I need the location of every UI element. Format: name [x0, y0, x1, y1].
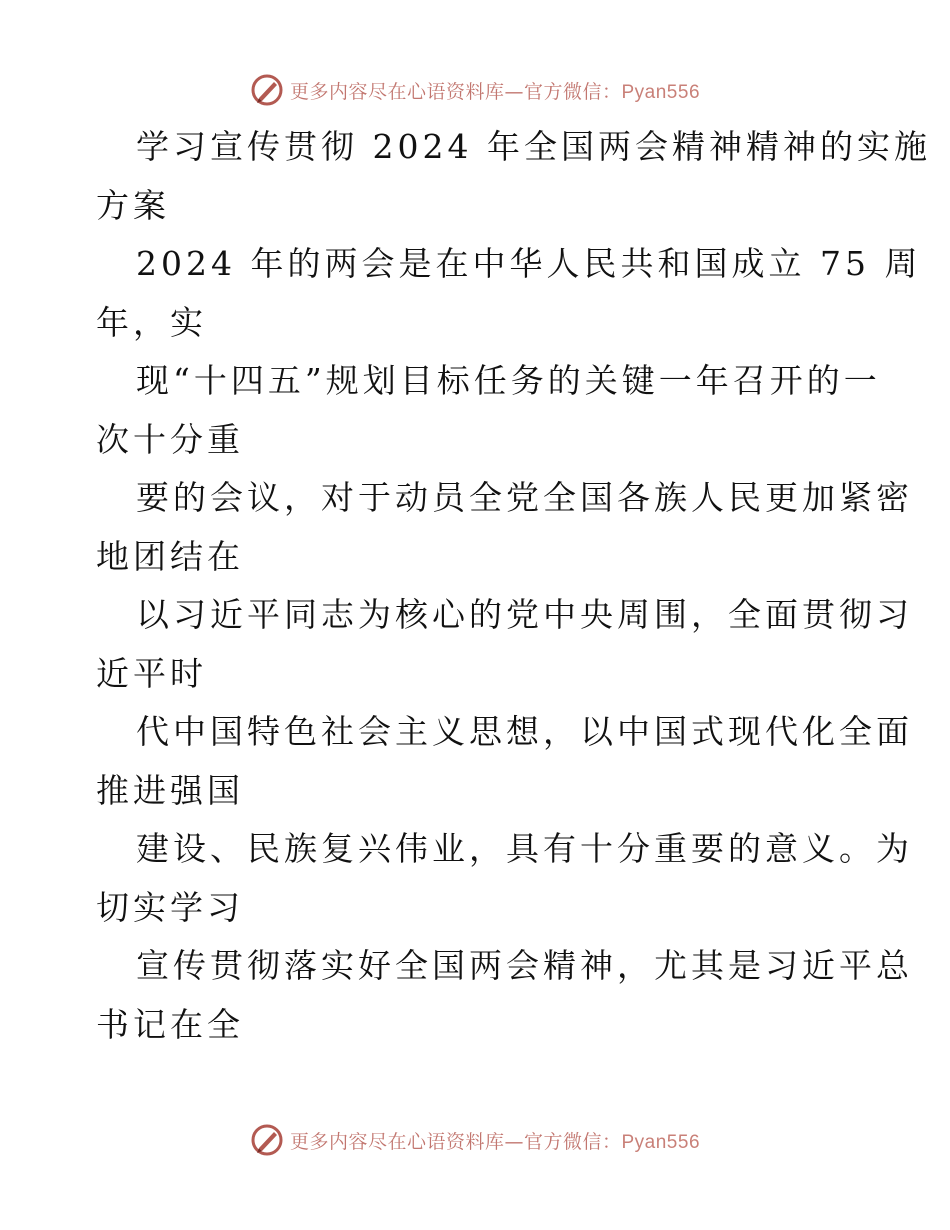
document-line: 推进强国 — [96, 770, 244, 810]
document-line: 近平时 — [96, 653, 207, 693]
document-line: 宣传贯彻落实好全国两会精神，尤其是习近平总 — [136, 946, 913, 985]
footer-banner-title: 更多内容尽在心语资料库 — [289, 1130, 505, 1153]
document-line: 代中国特色社会主义思想，以中国式现代化全面 — [136, 712, 913, 751]
footer-banner — [0, 1120, 950, 1160]
document-line: 以习近平同志为核心的党中央周围，全面贯彻习 — [136, 595, 913, 634]
footer-wechat-id: Pyan556 — [621, 1131, 701, 1153]
footer-banner-text — [290, 1127, 700, 1154]
document-line: 地团结在 — [96, 536, 244, 576]
header-wechat-id: Pyan556 — [621, 81, 701, 103]
document-line: 建设、民族复兴伟业，具有十分重要的意义。为 — [136, 829, 913, 868]
header-banner-text — [290, 77, 700, 104]
pen-logo-icon — [250, 73, 284, 107]
footer-banner-separator: — — [504, 1130, 524, 1153]
document-line: 次十分重 — [96, 419, 244, 459]
document-line: 切实学习 — [96, 887, 244, 927]
document-line: 书记在全 — [96, 1004, 244, 1044]
pen-logo-icon — [250, 1123, 284, 1157]
document-body — [96, 118, 931, 1054]
header-banner — [0, 70, 950, 110]
document-line: 要的会议，对于动员全党全国各族人民更加紧密 — [136, 478, 913, 517]
document-line: 学习宣传贯彻 2024 年全国两会精神精神的实施 — [136, 127, 931, 166]
header-banner-separator: — — [504, 80, 524, 103]
footer-banner-suffix: 官方微信： — [523, 1130, 622, 1153]
header-banner-suffix: 官方微信： — [523, 80, 622, 103]
document-line: 方案 — [96, 185, 170, 225]
document-line: 2024 年的两会是在中华人民共和国成立 75 周 — [136, 244, 922, 283]
document-line: 年，实 — [96, 302, 207, 342]
document-line: 现“十四五”规划目标任务的关键一年召开的一 — [136, 361, 881, 400]
header-banner-title: 更多内容尽在心语资料库 — [289, 80, 505, 103]
